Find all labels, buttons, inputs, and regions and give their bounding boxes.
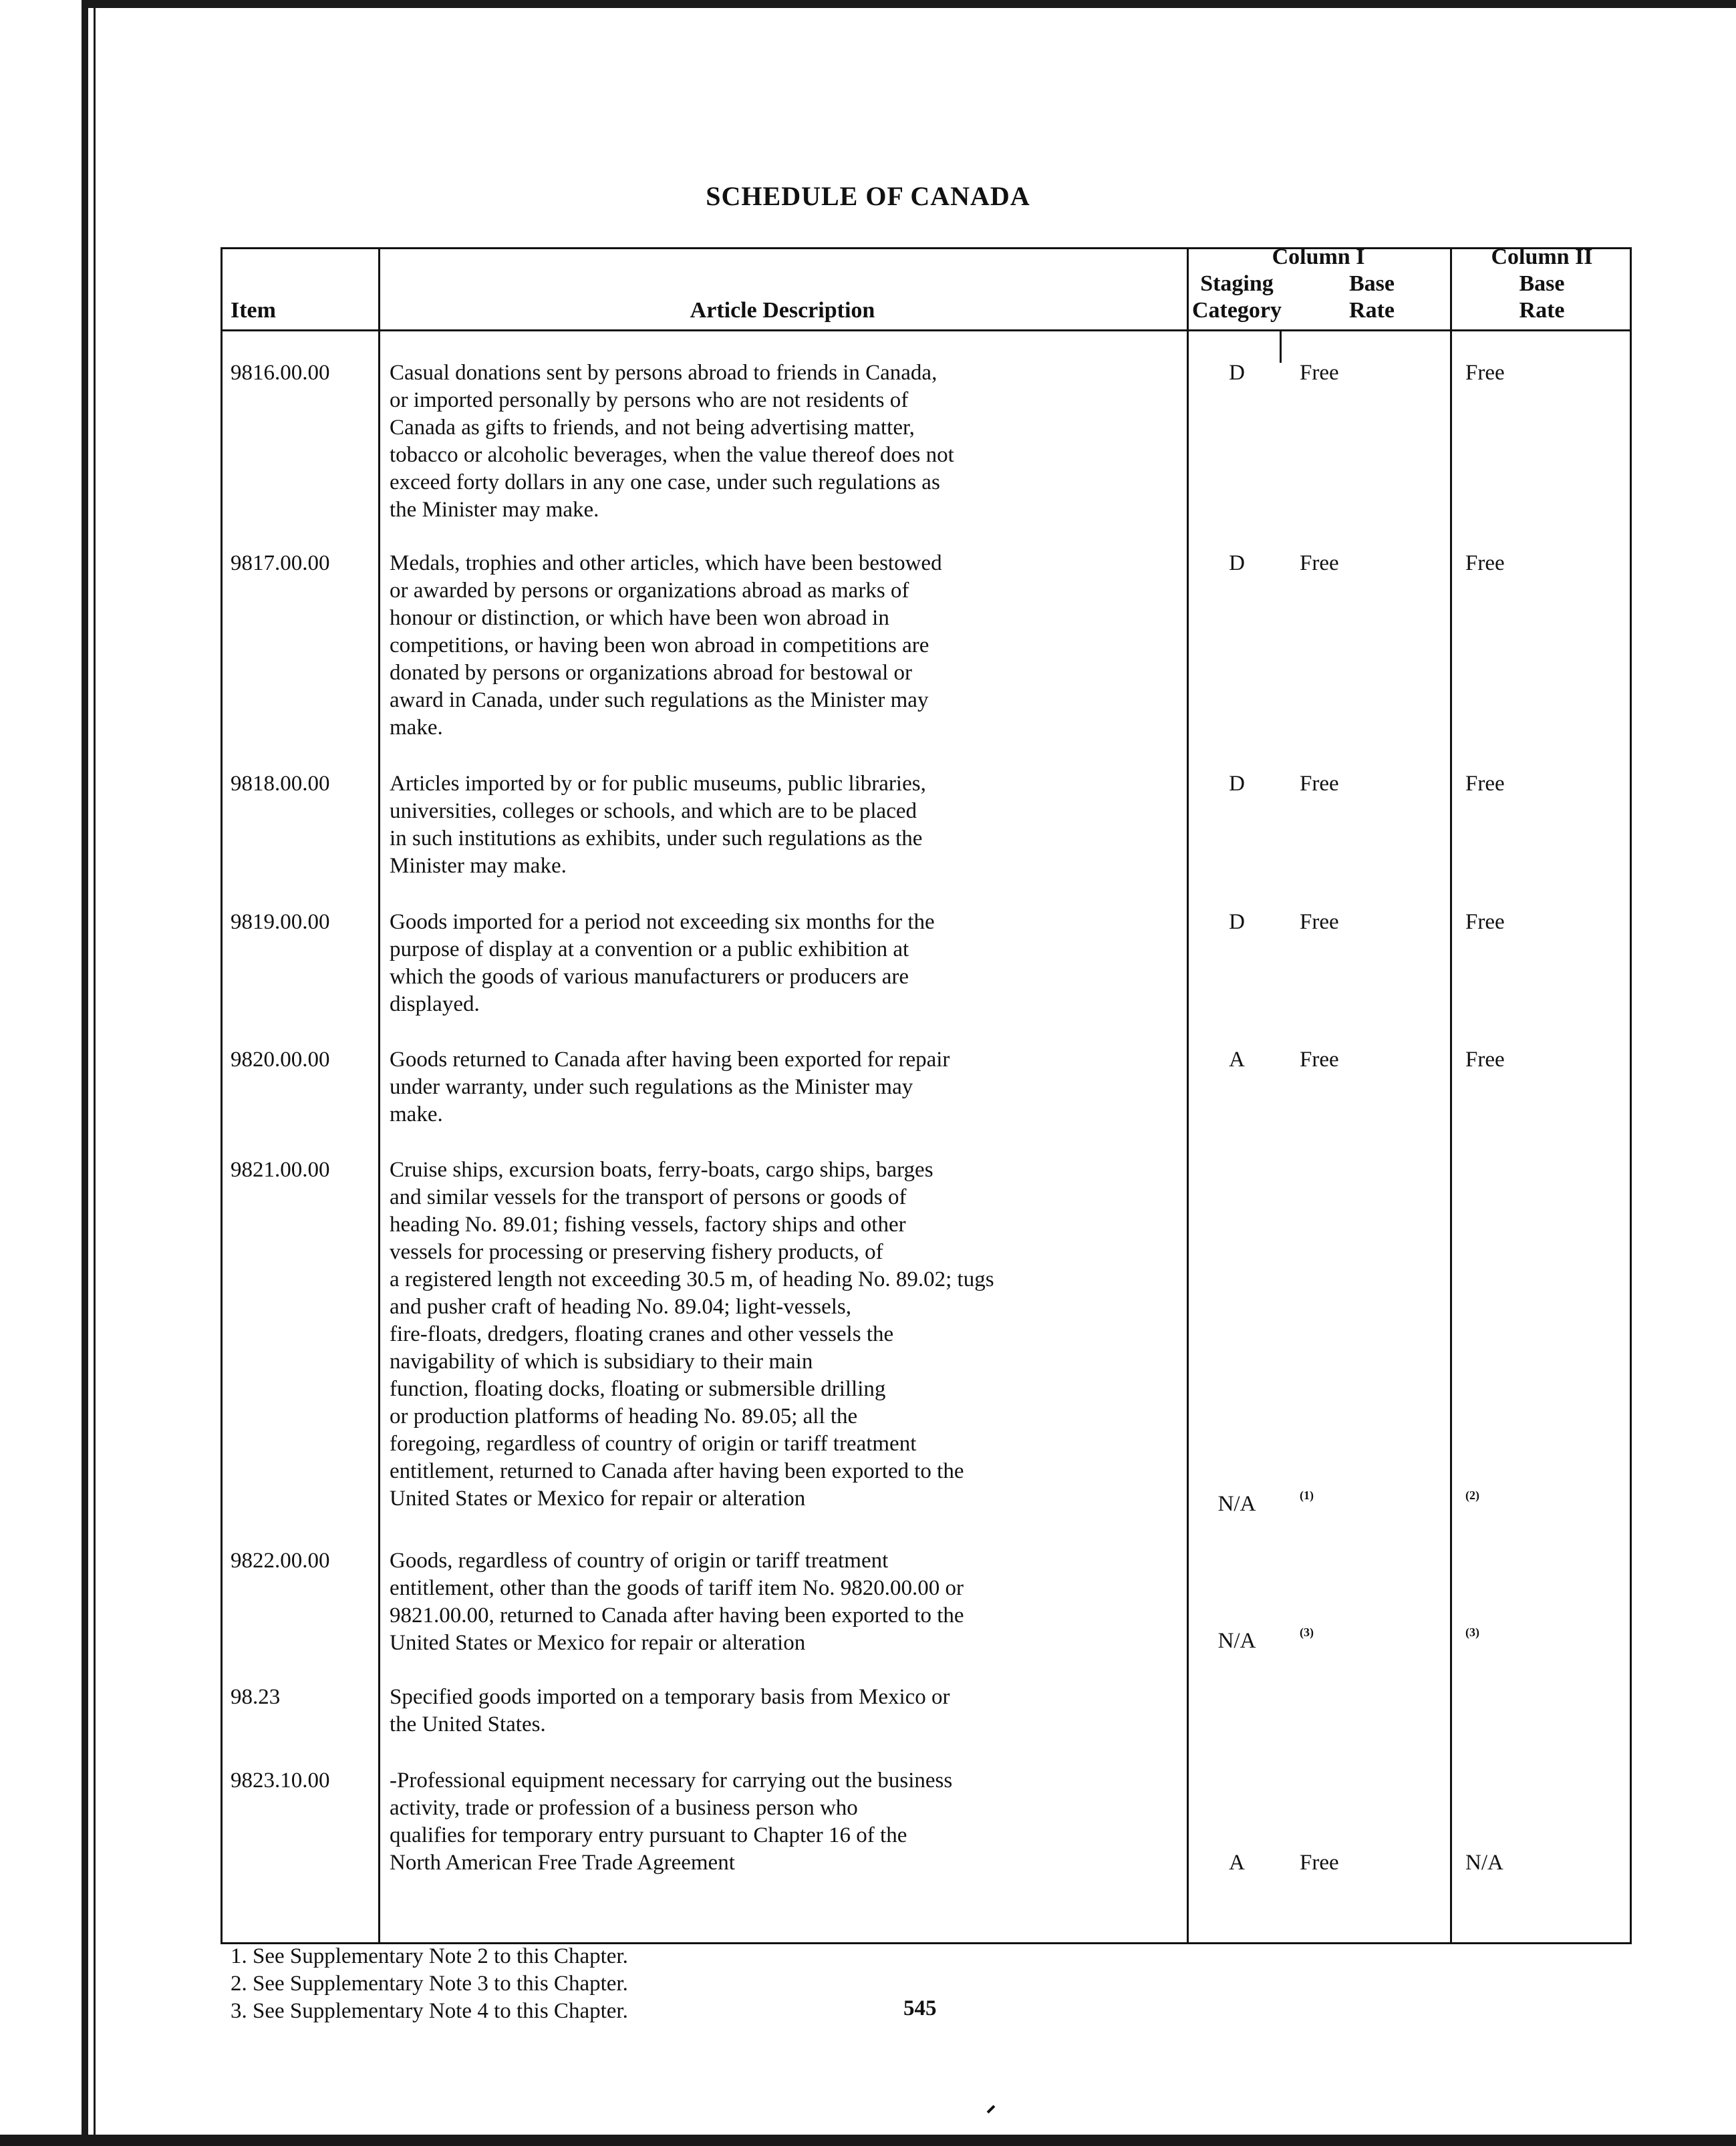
row-item-code: 9822.00.00	[231, 1549, 330, 1573]
tariff-table	[221, 247, 1632, 1944]
column-divider	[378, 249, 380, 1942]
footnote: 1. See Supplementary Note 2 to this Chapter.	[231, 1944, 628, 1968]
row-item-code: 9818.00.00	[231, 772, 330, 796]
row-rate-column-2: N/A	[1465, 1851, 1503, 1875]
row-staging: D	[1229, 772, 1245, 796]
row-description: -Professional equipment necessary for carrying out the business activity, trade or profession of a business person who qualifies for temporary entry pursuant to Chapter 16 of the North American Free Trade Agreement	[390, 1769, 953, 1875]
header-column-2: Column II	[1491, 245, 1593, 269]
row-staging: N/A	[1217, 1492, 1256, 1516]
header-staging-category: Staging Category	[1191, 271, 1282, 323]
row-rate-column-1: (1)	[1300, 1489, 1314, 1502]
header-base-rate-2: Base Rate	[1519, 271, 1565, 323]
row-staging: A	[1229, 1851, 1245, 1875]
row-item-code: 9817.00.00	[231, 551, 330, 575]
row-rate-column-2: Free	[1465, 910, 1505, 934]
row-rate-column-1: (3)	[1300, 1626, 1314, 1639]
row-rate-column-1: Free	[1300, 361, 1339, 385]
footnotes	[231, 1943, 628, 2025]
row-description: Cruise ships, excursion boats, ferry-boats, cargo ships, barges and similar vessels for the transport of persons or goods of heading No. 89.01; fishing vessels, factory ships and other vessels for processing or preserving fishery products, of a registered length not exceeding 30.5 m, of heading No. 89.02; tugs and pusher craft of heading No. 89.04; light-vessels, fire-floats, dredgers, floating cranes and other vessels the navigability of which is subsidiary to their main function, floating docks, floating or submersible drilling or production platforms of heading No. 89.05; all the foregoing, regardless of country of origin or tariff treatment entitlement, returned to Canada after having been exported to the United States or Mexico for repair or alteration	[390, 1158, 994, 1511]
row-rate-column-2: Free	[1465, 772, 1505, 796]
row-rate-column-1: Free	[1300, 1851, 1339, 1875]
footnote: 3. See Supplementary Note 4 to this Chapter.	[231, 1999, 628, 2023]
row-description: Goods, regardless of country of origin or tariff treatment entitlement, other than the goods of tariff item No. 9820.00.00 or 9821.00.00, returned to Canada after having been exported to the United States or Mexico for repair or alteration	[390, 1549, 964, 1655]
row-description: Specified goods imported on a temporary basis from Mexico or the United States.	[390, 1685, 950, 1736]
row-rate-column-2: (3)	[1465, 1626, 1479, 1639]
stray-mark	[987, 2105, 996, 2114]
row-item-code: 9816.00.00	[231, 361, 330, 385]
header-description: Article Description	[690, 298, 875, 323]
page-edge-top	[82, 0, 1736, 8]
row-item-code: 9819.00.00	[231, 910, 330, 934]
column-divider-tick	[1280, 329, 1282, 363]
header-base-rate-1: Base Rate	[1349, 271, 1395, 323]
header-column-1: Column I	[1272, 245, 1365, 269]
row-staging: D	[1229, 910, 1245, 934]
row-description: Medals, trophies and other articles, which have been bestowed or awarded by persons or organizations abroad as marks of honour or distinction, or which have been won abroad in competitions, or having been won abroad in competitions are donated by persons or organizations abroad for bestowal or award in Canada, under such regulations as the Minister may make.	[390, 551, 942, 740]
row-staging: N/A	[1217, 1629, 1256, 1653]
row-rate-column-1: Free	[1300, 1048, 1339, 1072]
row-rate-column-2: (2)	[1465, 1489, 1479, 1502]
row-rate-column-2: Free	[1465, 551, 1505, 575]
column-divider	[1450, 249, 1452, 1942]
page-number: 545	[903, 1996, 937, 2020]
column-divider	[1187, 249, 1189, 1942]
row-description: Goods imported for a period not exceeding six months for the purpose of display at a convention or a public exhibition at which the goods of various manufacturers or producers are displayed.	[390, 910, 935, 1016]
row-rate-column-1: Free	[1300, 551, 1339, 575]
page-edge-left-inner	[94, 0, 96, 2146]
row-item-code: 9823.10.00	[231, 1769, 330, 1793]
row-item-code: 9820.00.00	[231, 1048, 330, 1072]
row-rate-column-2: Free	[1465, 361, 1505, 385]
row-item-code: 9821.00.00	[231, 1158, 330, 1182]
header-divider	[223, 329, 1630, 331]
row-staging: D	[1229, 361, 1245, 385]
row-description: Goods returned to Canada after having been exported for repair under warranty, under such regulations as the Minister may make.	[390, 1048, 950, 1126]
row-staging: A	[1229, 1048, 1245, 1072]
row-item-code: 98.23	[231, 1685, 281, 1709]
row-rate-column-1: Free	[1300, 910, 1339, 934]
page-title: SCHEDULE OF CANADA	[706, 181, 1030, 211]
row-rate-column-2: Free	[1465, 1048, 1505, 1072]
header-item: Item	[231, 298, 276, 323]
row-rate-column-1: Free	[1300, 772, 1339, 796]
row-description: Articles imported by or for public museums, public libraries, universities, colleges or schools, and which are to be placed in such institutions as exhibits, under such regulations as the Minister may make.	[390, 772, 926, 878]
row-description: Casual donations sent by persons abroad to friends in Canada, or imported personally by persons who are not residents of Canada as gifts to friends, and not being advertising matter, tobacco or alcoholic beverages, when the value thereof does not exceed forty dollars in any one case, under such regulations as the Minister may make.	[390, 361, 954, 522]
page-edge-left	[82, 0, 88, 2146]
footnote: 2. See Supplementary Note 3 to this Chapter.	[231, 1972, 628, 1996]
page-edge-bottom	[0, 2135, 1736, 2146]
row-staging: D	[1229, 551, 1245, 575]
